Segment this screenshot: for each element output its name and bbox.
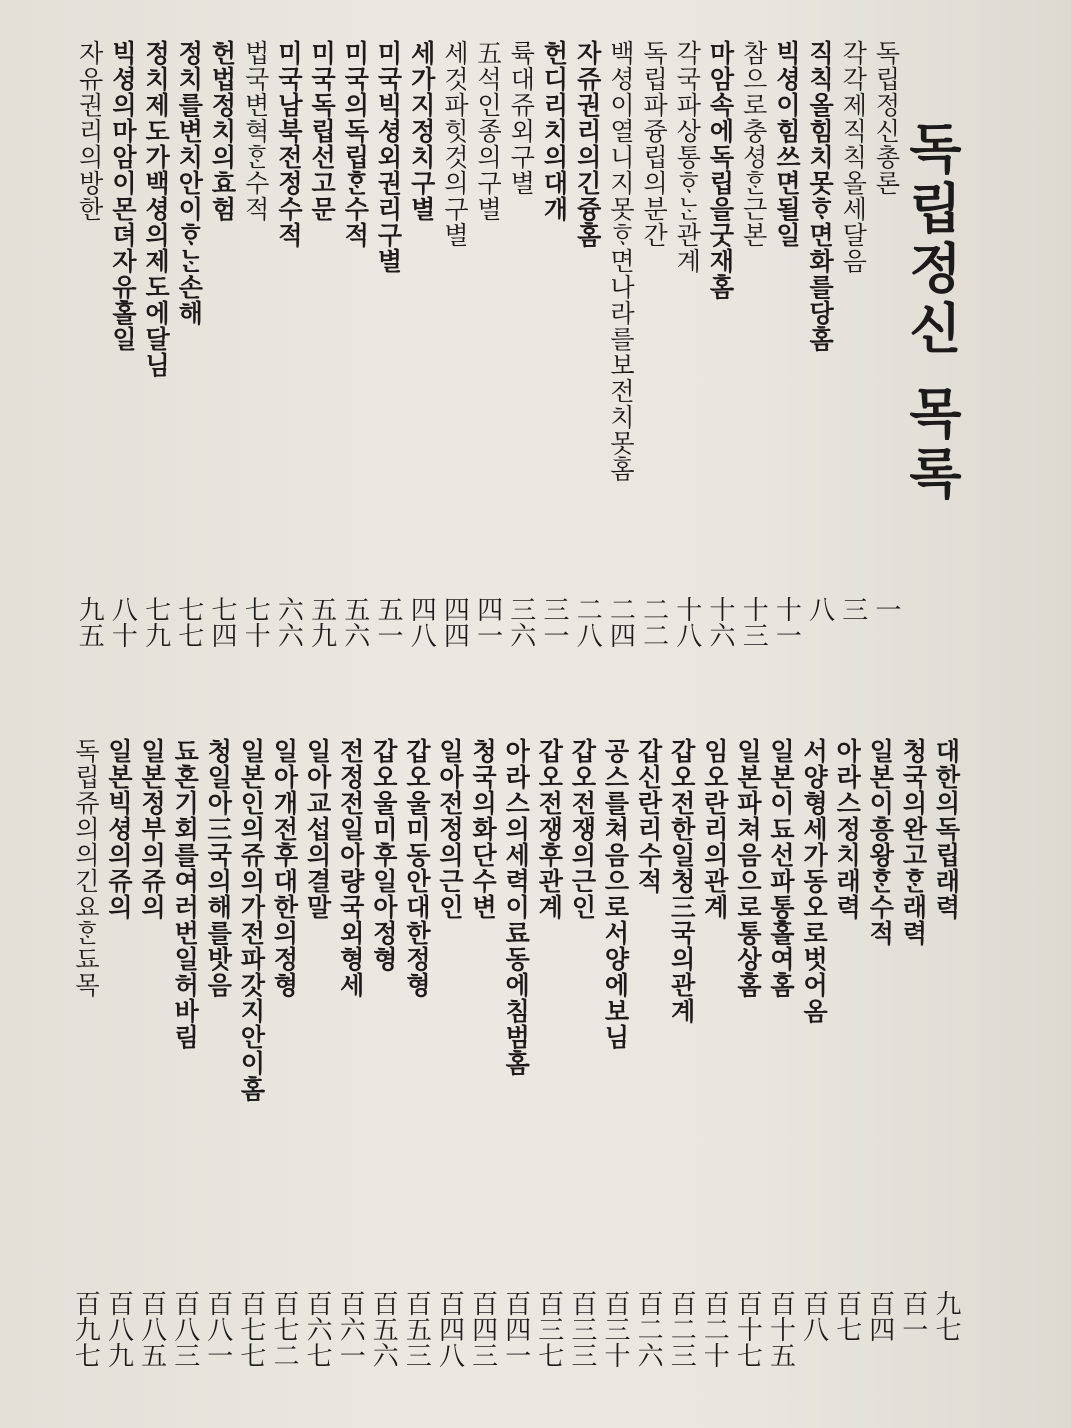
toc-entry-label: 독립쥬의의긴요ᄒᆞᆫ됴목 bbox=[71, 738, 101, 998]
toc-entry-page: 二二 bbox=[638, 596, 669, 648]
toc-entry-label: 법국변혁ᄒᆞᆫ수적 bbox=[241, 40, 271, 222]
toc-entry-label: 청국의완고ᄒᆞᆫ래력 bbox=[898, 738, 928, 946]
toc-entry-label: 일본이됴선파통홀여홈 bbox=[766, 738, 796, 998]
toc-entry-page: 五九 bbox=[306, 596, 337, 648]
toc-entry-page: 十六 bbox=[705, 596, 735, 648]
toc-entry-label: 독립정신총론 bbox=[872, 40, 901, 196]
toc-entry-label: 정치제도가백셩의제도에달님 bbox=[141, 40, 171, 378]
toc-entry-page: 六六 bbox=[273, 596, 304, 648]
toc-entry-page: 九七 bbox=[931, 1290, 961, 1342]
toc-entry-page: 百三七 bbox=[533, 1290, 564, 1368]
toc-entry-page: 三六 bbox=[505, 596, 536, 648]
toc-entry-label: 미국의독립ᄒᆞᆫ수적 bbox=[340, 40, 370, 248]
toc-entry-label: 헌법정치의효험 bbox=[208, 40, 237, 222]
toc-entry-page: 三一 bbox=[539, 596, 569, 648]
toc-entry-label: 자유권리의방한 bbox=[75, 40, 105, 222]
toc-entry-page: 百四 bbox=[864, 1290, 895, 1342]
toc-entry-label: 마암속에독립을굿재홈 bbox=[706, 40, 735, 300]
toc-entry-page: 四八 bbox=[406, 596, 437, 648]
toc-entry-label: 공스를쳐음으로서양에보님 bbox=[601, 738, 630, 1050]
toc-entry-label: 빅셩이힘쓰면될일 bbox=[772, 40, 802, 248]
toc-entry-label: 직칙올힘치못ᄒᆞ면화를당홈 bbox=[805, 40, 835, 352]
toc-entry-label: 일아전정의근인 bbox=[435, 738, 465, 920]
toc-entry-label: 정치를변치안이ᄒᆞᄂᆞᆫ손해 bbox=[174, 40, 204, 326]
toc-entry-label: 각국파상통ᄒᆞᄂᆞᆫ관계 bbox=[672, 40, 702, 274]
toc-entry-label: 갑오울미후일아정형 bbox=[369, 738, 399, 972]
toc-entry-page: 四四 bbox=[439, 596, 470, 648]
toc-entry-label: 백셩이열니지못ᄒᆞ면나라를보전치못홈 bbox=[606, 40, 636, 482]
toc-entry-page: 二八 bbox=[572, 596, 603, 648]
toc-entry-label: 청국의화단수변 bbox=[468, 738, 498, 920]
toc-entry-page: 百十七 bbox=[732, 1290, 763, 1368]
toc-entry-page: 七四 bbox=[207, 596, 237, 648]
toc-entry-label: 세것파힛것의구별 bbox=[440, 40, 470, 248]
toc-entry-label: 갑오전쟁의근인 bbox=[567, 738, 597, 920]
toc-entry-page: 百八三 bbox=[169, 1290, 200, 1368]
toc-entry-page: 百八五 bbox=[136, 1290, 167, 1368]
toc-entry-page: 百七二 bbox=[269, 1290, 299, 1368]
toc-entry-page: 八 bbox=[804, 596, 835, 622]
toc-entry-page: 百六一 bbox=[335, 1290, 366, 1368]
toc-entry-page: 十八 bbox=[671, 596, 702, 648]
toc-entry-page: 百五三 bbox=[401, 1290, 432, 1368]
toc-entry-label: 륙대쥬외구별 bbox=[506, 40, 536, 196]
toc-entry-page: 五六 bbox=[339, 596, 370, 648]
toc-entry-page: 百四八 bbox=[434, 1290, 465, 1368]
toc-entry-label: 갑신란리수적 bbox=[634, 738, 664, 894]
toc-entry-label: 자쥬권리의긴즁홈 bbox=[573, 40, 603, 248]
toc-entry-label: 아라스의세력이료동에침범홈 bbox=[501, 738, 531, 1076]
toc-entry-page: 百七 bbox=[831, 1290, 862, 1342]
toc-entry-page: 百二三 bbox=[666, 1290, 697, 1368]
toc-entry-page: 百八九 bbox=[103, 1290, 134, 1368]
toc-entry-label: 세가지정치구별 bbox=[407, 40, 437, 222]
toc-entry-page: 百十五 bbox=[765, 1290, 796, 1368]
toc-entry-label: 참으로충셩ᄒᆞᆫ근본 bbox=[739, 40, 769, 248]
toc-entry-label: 갑오전한일청三국의관계 bbox=[667, 738, 697, 1024]
toc-entry-label: 청일아三국의해를밧음 bbox=[203, 738, 233, 998]
toc-entry-page: 八十 bbox=[107, 596, 138, 648]
toc-entry-label: 갑오울미동안대한정형 bbox=[402, 738, 432, 998]
toc-entry-label: 일본빅셩의쥬의 bbox=[104, 738, 134, 920]
toc-entry-page: 百一 bbox=[897, 1290, 928, 1342]
toc-entry-page: 九五 bbox=[74, 596, 105, 648]
toc-entry-label: 전정전일아량국외형세 bbox=[336, 738, 366, 998]
toc-entry-page: 百九七 bbox=[70, 1290, 101, 1368]
toc-entry-page: 三 bbox=[837, 596, 868, 622]
toc-entry-label: 일본정부의쥬의 bbox=[137, 738, 167, 920]
toc-entry-label: 아라스정치래력 bbox=[832, 738, 862, 920]
toc-entry-label: 일본파쳐음으로통상홈 bbox=[733, 738, 763, 998]
toc-entry-label: 미국독립선고문 bbox=[307, 40, 337, 222]
toc-entry-label: 일아개전후대한의정형 bbox=[270, 738, 299, 998]
toc-entry-page: 二四 bbox=[605, 596, 636, 648]
toc-entry-page: 百八一 bbox=[202, 1290, 233, 1368]
toc-entry-label: 미국빅셩외권리구별 bbox=[374, 40, 403, 274]
toc-entry-page: 百四一 bbox=[500, 1290, 531, 1368]
toc-entry-page: 四一 bbox=[472, 596, 503, 648]
toc-entry-page: 十三 bbox=[738, 596, 769, 648]
toc-entry-page: 百二六 bbox=[633, 1290, 664, 1368]
toc-entry-page: 七九 bbox=[140, 596, 171, 648]
toc-entry-page: 五一 bbox=[373, 596, 403, 648]
toc-entry-page: 百七七 bbox=[235, 1290, 266, 1368]
toc-entry-label: 대한의독립래력 bbox=[932, 738, 961, 920]
toc-entry-label: 갑오전쟁후관계 bbox=[534, 738, 564, 920]
toc-entry-label: 임오란리의관계 bbox=[700, 738, 730, 920]
toc-entry-page: 百二十 bbox=[699, 1290, 730, 1368]
toc-entry-label: 미국남북전정수적 bbox=[274, 40, 304, 248]
toc-entry-page: 百四三 bbox=[467, 1290, 498, 1368]
toc-entry-page: 七七 bbox=[173, 596, 204, 648]
toc-entry-label: 일본인의쥬의가전파갓지안이홈 bbox=[236, 738, 266, 1102]
toc-entry-label: 일본이흥왕ᄒᆞᆫ수적 bbox=[865, 738, 895, 946]
toc-entry-label: 서양형세가동오로벗어옴 bbox=[799, 738, 829, 1024]
toc-entry-label: 五석인종의구별 bbox=[473, 40, 503, 222]
toc-entry-label: 일아교섭의결말 bbox=[303, 738, 333, 920]
toc-entry-page: 百五六 bbox=[368, 1290, 399, 1368]
page-title: 독립정신 목록 bbox=[900, 120, 963, 505]
toc-entry-label: 빅셩의마암이몬뎌자유홀일 bbox=[108, 40, 138, 352]
toc-entry-label: 각각제직칙올세달음 bbox=[838, 40, 868, 274]
toc-entry-page: 百八 bbox=[798, 1290, 829, 1342]
toc-entry-page: 百三十 bbox=[600, 1290, 630, 1368]
toc-entry-page: 百三三 bbox=[566, 1290, 597, 1368]
toc-entry-page: 十一 bbox=[771, 596, 802, 648]
toc-entry-label: 독립파즁립의분간 bbox=[639, 40, 669, 248]
toc-entry-page: 七十 bbox=[240, 596, 271, 648]
toc-entry-page: 百六七 bbox=[302, 1290, 333, 1368]
toc-entry-label: 헌디리치의대개 bbox=[540, 40, 569, 222]
toc-entry-label: 됴혼기회를여러번일허바림 bbox=[170, 738, 200, 1050]
toc-entry-page: 一 bbox=[871, 596, 901, 622]
